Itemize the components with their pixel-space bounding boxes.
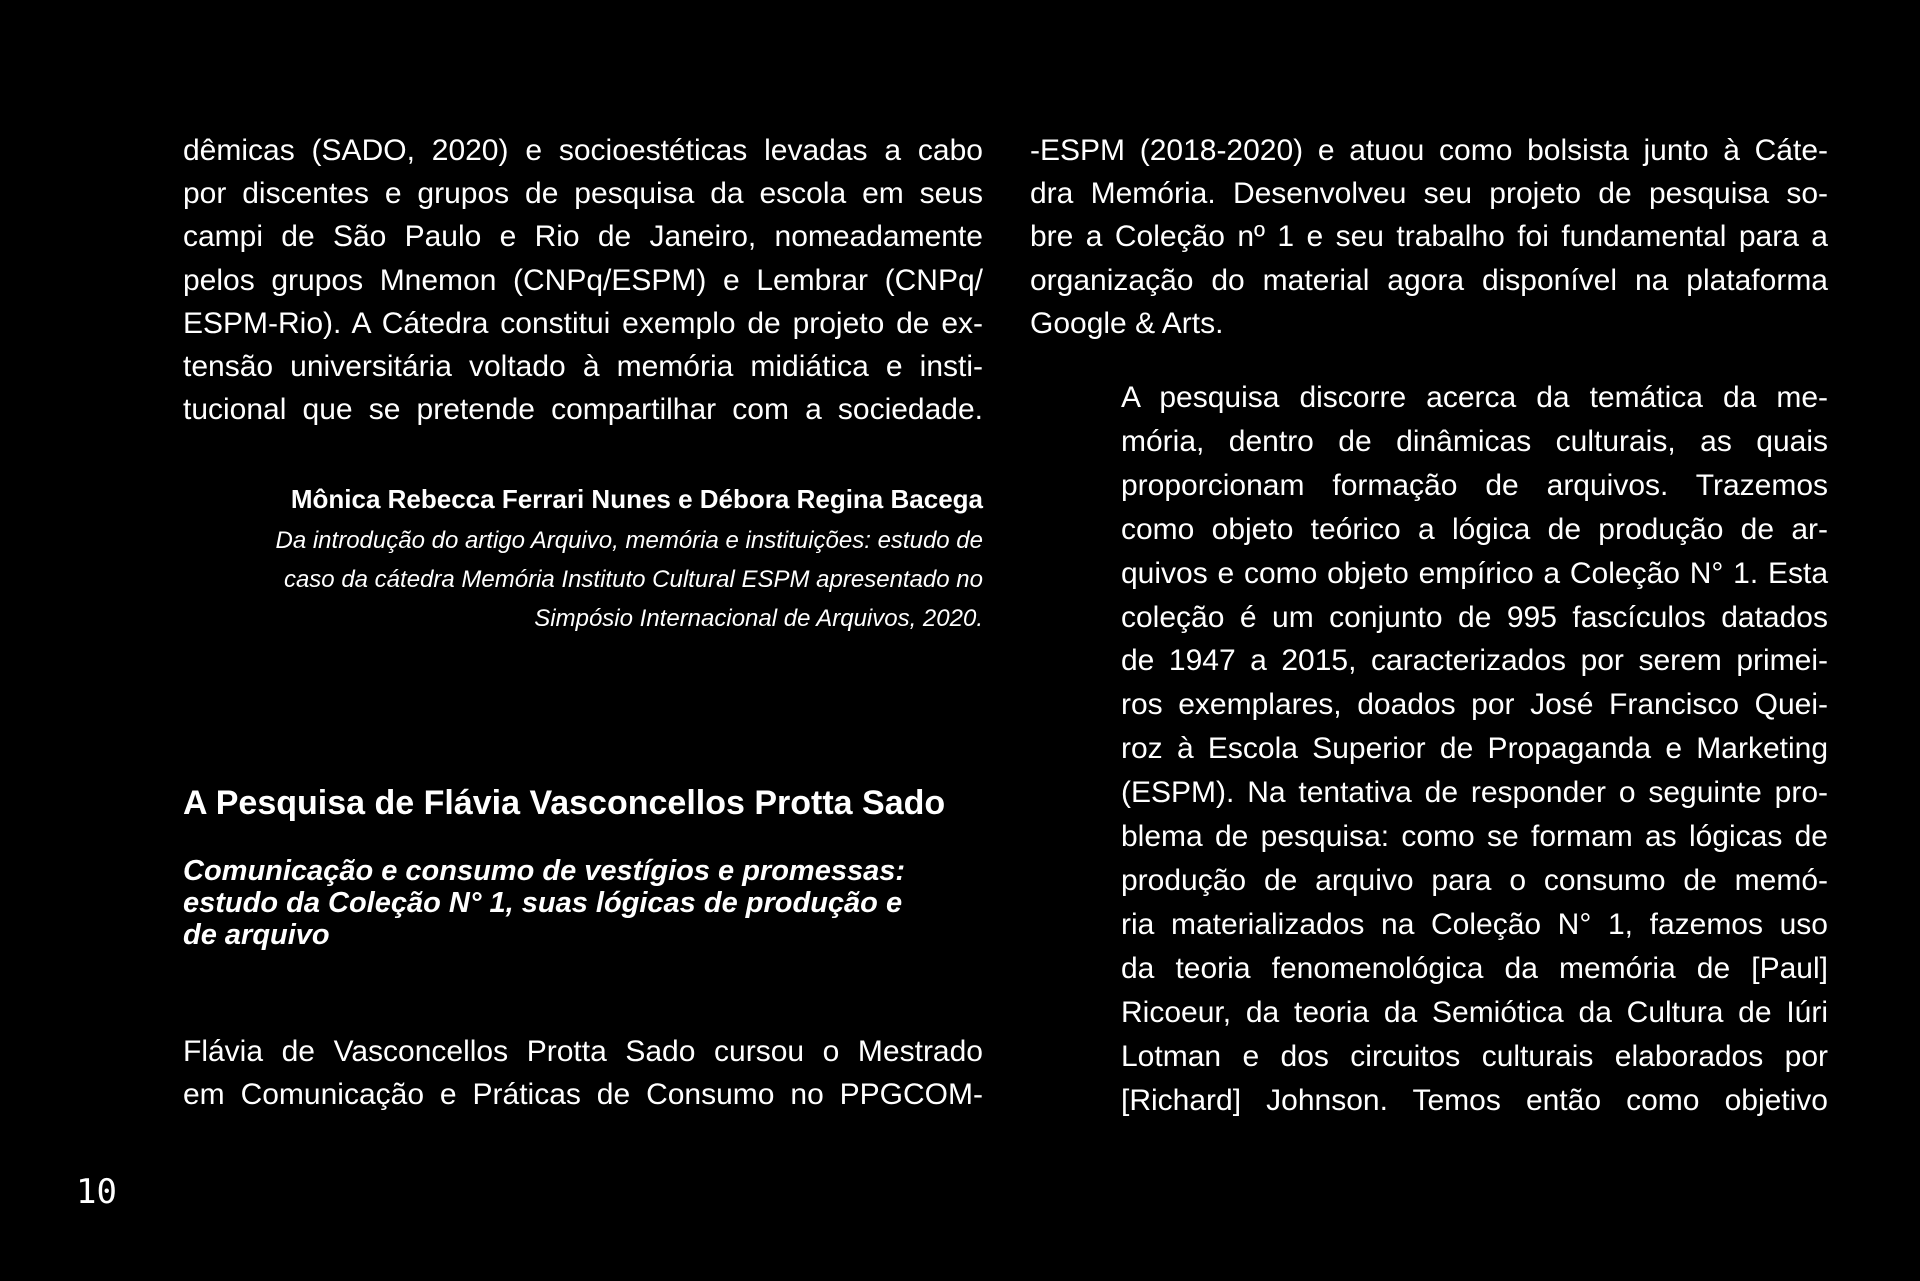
subtitle-line: Comunicação e consumo de vestígios e promessas: bbox=[183, 855, 906, 887]
text-line: pelos grupos Mnemon (CNPq/ESPM) e Lembrar (CNPq/ bbox=[183, 263, 983, 297]
text-line: organização do material agora disponível na plataforma bbox=[1030, 263, 1828, 297]
text-line: (ESPM). Na tentativa de responder o seguinte pro- bbox=[1121, 776, 1828, 810]
text-line: dêmicas (SADO, 2020) e socioestéticas levadas a cabo bbox=[183, 134, 983, 167]
text-line: blema de pesquisa: como se formam as lógicas de bbox=[1121, 820, 1828, 854]
bio-paragraph bbox=[183, 1030, 983, 1116]
text-line: -ESPM (2018-2020) e atuou como bolsista junto à Cáte- bbox=[1030, 134, 1828, 167]
citation-line: Da introdução do artigo Arquivo, memória e instituições: estudo de bbox=[275, 527, 983, 554]
citation-author: Mônica Rebecca Ferrari Nunes e Débora Regina Bacega bbox=[290, 484, 983, 514]
abstract-paragraph bbox=[1121, 376, 1828, 1122]
text-line: bre a Coleção nº 1 e seu trabalho foi fundamental para a bbox=[1030, 220, 1828, 254]
text-line: ESPM-Rio). A Cátedra constitui exemplo de projeto de ex- bbox=[183, 306, 983, 340]
text-line: Ricoeur, da teoria da Semiótica da Cultura de Iúri bbox=[1121, 995, 1828, 1029]
text-line: A pesquisa discorre acerca da temática da me- bbox=[1121, 381, 1828, 414]
text-line: coleção é um conjunto de 995 fascículos datados bbox=[1121, 600, 1828, 634]
text-line: [Richard] Johnson. Temos então como objetivo bbox=[1121, 1083, 1828, 1117]
text-line: campi de São Paulo e Rio de Janeiro, nomeadamente bbox=[183, 220, 983, 254]
citation-line: Simpósio Internacional de Arquivos, 2020. bbox=[534, 605, 983, 632]
page-number: 10 bbox=[76, 1172, 117, 1212]
citation-block bbox=[170, 479, 983, 638]
text-line: proporcionam formação de arquivos. Trazemos bbox=[1121, 468, 1828, 502]
citation-line: caso da cátedra Memória Instituto Cultural ESPM apresentado no bbox=[283, 566, 983, 593]
text-line: da teoria fenomenológica da memória de [Paul] bbox=[1121, 951, 1828, 985]
text-line: de 1947 a 2015, caracterizados por serem primei- bbox=[1121, 644, 1828, 678]
text-line: roz à Escola Superior de Propaganda e Marketing bbox=[1121, 732, 1828, 766]
text-line: produção de arquivo para o consumo de memó- bbox=[1121, 863, 1828, 897]
text-line: ria materializados na Coleção N° 1, fazemos uso bbox=[1121, 907, 1828, 941]
text-line: ros exemplares, doados por José Francisco Quei- bbox=[1121, 688, 1828, 722]
subtitle-line: de arquivo bbox=[183, 919, 330, 951]
text-line: mória, dentro de dinâmicas culturais, as quais bbox=[1121, 424, 1828, 458]
text-line: Flávia de Vasconcellos Protta Sado cursou o Mestrado bbox=[183, 1035, 983, 1068]
text-line: Lotman e dos circuitos culturais elaborados por bbox=[1121, 1039, 1828, 1073]
text-line: Google & Arts. bbox=[1030, 306, 1224, 340]
text-line: dra Memória. Desenvolveu seu projeto de pesquisa so- bbox=[1030, 177, 1828, 211]
research-subtitle bbox=[183, 855, 905, 951]
text-line: como objeto teórico a lógica de produção de ar- bbox=[1121, 512, 1828, 546]
text-line: tensão universitária voltado à memória midiática e insti- bbox=[183, 350, 983, 384]
section-title: A Pesquisa de Flávia Vasconcellos Protta Sado bbox=[183, 784, 946, 822]
text-line: quivos e como objeto empírico a Coleção N° 1. Esta bbox=[1121, 556, 1828, 590]
text-line: por discentes e grupos de pesquisa da escola em seus bbox=[183, 177, 983, 211]
bio-continuation bbox=[1030, 129, 1828, 345]
text-line: tucional que se pretende compartilhar com a sociedade. bbox=[183, 393, 983, 427]
text-line: em Comunicação e Práticas de Consumo no PPGCOM- bbox=[183, 1078, 983, 1112]
intro-paragraph bbox=[183, 129, 983, 431]
subtitle-line: estudo da Coleção N° 1, suas lógicas de produção e bbox=[183, 887, 903, 919]
